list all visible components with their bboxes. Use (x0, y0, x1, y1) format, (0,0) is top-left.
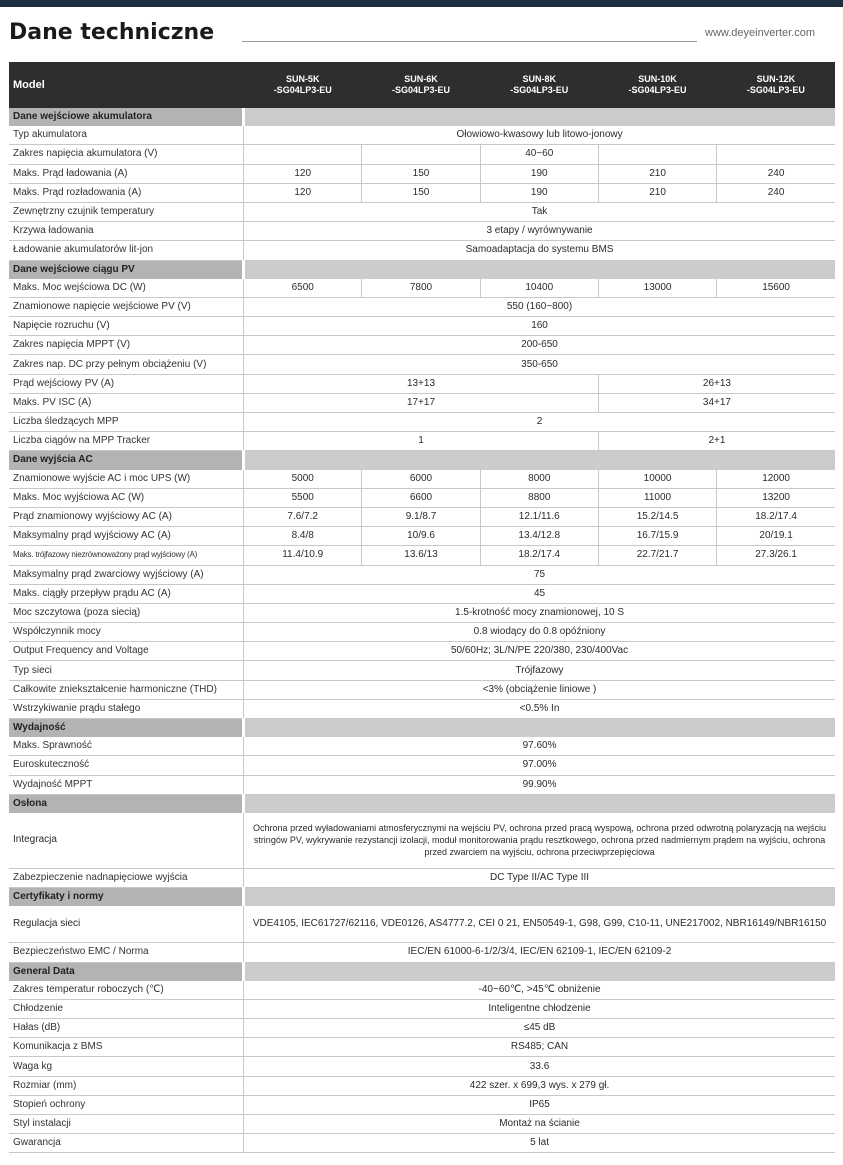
row-value: Ochrona przed wyładowaniami atmosferycznymi na wejściu PV, ochrona przed pracą wyspową, ochrona przed odwrotną polaryzacją na wejściu stringów PV, wykrywanie rezystancji izolacji, moduł monitorowania prądu resztkowego, ochrona przed nadmiernym prądem na wyjściu, ochrona przed zwarciem na wyjściu, ochrona przeciwprzepięciowa (244, 813, 835, 869)
section-battery (9, 108, 835, 126)
row-label: Ładowanie akumulatorów lit-jon (9, 241, 244, 260)
row-value: DC Type II/AC Type III (244, 868, 835, 887)
cell-value: 7.6/7.2 (244, 507, 362, 526)
cell-value: 12.1/11.6 (480, 507, 598, 526)
table-row (9, 279, 835, 298)
row-value: <3% (obciążenie liniowe ) (244, 680, 835, 699)
model-name: SUN-8K (522, 74, 557, 84)
table-row (9, 737, 835, 756)
table-row (9, 661, 835, 680)
cell-value: 15600 (717, 279, 835, 298)
section-title: Dane wejściowe ciągu PV (9, 260, 244, 279)
model-name: SUN-6K (404, 74, 438, 84)
cell-value: 7800 (362, 279, 480, 298)
cell-value: 18.2/17.4 (717, 507, 835, 526)
table-header (9, 62, 835, 108)
row-label: Współczynnik mocy (9, 623, 244, 642)
table-row (9, 699, 835, 718)
cell-value: 5500 (244, 488, 362, 507)
row-label: Waga kg (9, 1057, 244, 1076)
section-efficiency (9, 719, 835, 738)
cell-value: 15.2/14.5 (598, 507, 716, 526)
cell-value: 12000 (717, 470, 835, 489)
row-value: 422 szer. x 699,3 wys. x 279 gł. (244, 1076, 835, 1095)
model-name: SUN-5K (285, 74, 320, 84)
table-row (9, 432, 835, 451)
row-label: Komunikacja z BMS (9, 1038, 244, 1057)
row-label: Bezpieczeństwo EMC / Norma (9, 943, 244, 962)
cell-value: 16.7/15.9 (598, 527, 716, 546)
table-row (9, 1134, 835, 1153)
row-value: 2 (244, 413, 835, 432)
cell-value: 11.4/10.9 (244, 546, 362, 565)
row-value: RS485; CAN (244, 1038, 835, 1057)
section-title: Certyfikaty i normy (9, 888, 244, 907)
table-row (9, 183, 835, 202)
section-title: Dane wyjścia AC (9, 451, 244, 470)
row-label: Gwarancja (9, 1134, 244, 1153)
cell-value: 150 (362, 164, 480, 183)
row-label: Hałas (dB) (9, 1019, 244, 1038)
row-value: 45 (244, 584, 835, 603)
row-value: -40~60℃, >45℃ obniżenie (244, 981, 835, 1000)
row-value: 97.00% (244, 756, 835, 775)
cell-value: 10000 (598, 470, 716, 489)
table-row (9, 1076, 835, 1095)
cell-value: 5000 (244, 470, 362, 489)
table-row (9, 756, 835, 775)
row-label: Maks. Moc wejściowa DC (W) (9, 279, 244, 298)
row-value: Montaż na ścianie (244, 1115, 835, 1134)
row-value: 75 (244, 565, 835, 584)
row-label: Maks. Sprawność (9, 737, 244, 756)
table-row (9, 868, 835, 887)
row-label: Zakres napięcia akumulatora (V) (9, 145, 244, 164)
model-col-3 (480, 62, 598, 108)
table-row (9, 680, 835, 699)
row-value: 99.90% (244, 775, 835, 794)
table-row (9, 1115, 835, 1134)
model-col-2 (362, 62, 480, 108)
row-label: Maks. Prąd rozładowania (A) (9, 183, 244, 202)
cell-value: 9.1/8.7 (362, 507, 480, 526)
cell-value: 6000 (362, 470, 480, 489)
cell-value: 10/9.6 (362, 527, 480, 546)
table-row (9, 393, 835, 412)
title-divider (242, 41, 697, 42)
table-row (9, 1038, 835, 1057)
row-value: 200-650 (244, 336, 835, 355)
row-value: ≤45 dB (244, 1019, 835, 1038)
cell-value: 150 (362, 183, 480, 202)
row-value: 350-650 (244, 355, 835, 374)
row-label: Integracja (9, 813, 244, 869)
row-label: Znamionowe wyjście AC i moc UPS (W) (9, 470, 244, 489)
top-bar (0, 0, 843, 7)
table-row (9, 297, 835, 316)
row-label: Maks. Prąd ładowania (A) (9, 164, 244, 183)
table-row (9, 374, 835, 393)
model-suffix: -SG04LP3-EU (391, 85, 450, 95)
cell-value: 13.6/13 (362, 546, 480, 565)
table-row (9, 999, 835, 1018)
cell-value: 8000 (480, 470, 598, 489)
table-row (9, 145, 835, 164)
row-label: Zakres temperatur roboczych (℃) (9, 981, 244, 1000)
section-general (9, 962, 835, 981)
cell-value: 22.7/21.7 (598, 546, 716, 565)
table-row (9, 981, 835, 1000)
section-certs (9, 888, 835, 907)
spec-table (9, 62, 835, 1153)
table-row (9, 222, 835, 241)
row-value: 50/60Hz; 3L/N/PE 220/380, 230/400Vac (244, 642, 835, 661)
model-suffix: -SG04LP3-EU (746, 85, 805, 95)
row-label: Maks. trójfazowy niezrównoważony prąd wyjściowy (A) (9, 546, 244, 565)
row-label: Styl instalacji (9, 1115, 244, 1134)
cell-value: 20/19.1 (717, 527, 835, 546)
table-row (9, 1057, 835, 1076)
row-label: Moc szczytowa (poza siecią) (9, 603, 244, 622)
row-label: Chłodzenie (9, 999, 244, 1018)
cell-value: 10400 (480, 279, 598, 298)
table-row (9, 603, 835, 622)
row-value: Samoadaptacja do systemu BMS (244, 241, 835, 260)
model-name: SUN-10K (638, 74, 677, 84)
row-value-group-b: 34+17 (598, 393, 835, 412)
row-label: Maksymalny prąd wyjściowy AC (A) (9, 527, 244, 546)
section-title: Dane wejściowe akumulatora (9, 108, 244, 126)
row-label: Output Frequency and Voltage (9, 642, 244, 661)
row-label: Zabezpieczenie nadnapięciowe wyjścia (9, 868, 244, 887)
cell-value: 8800 (480, 488, 598, 507)
row-value: 97.60% (244, 737, 835, 756)
section-title: Wydajność (9, 719, 244, 738)
website-url: www.deyeinverter.com (705, 27, 816, 39)
row-label: Stopień ochrony (9, 1095, 244, 1114)
row-value-group-a: 1 (244, 432, 599, 451)
model-name: SUN-12K (756, 74, 796, 84)
row-label: Zakres napięcia MPPT (V) (9, 336, 244, 355)
page-title: Dane techniczne (9, 20, 215, 45)
cell-value: 8.4/8 (244, 527, 362, 546)
row-value-group-a: 17+17 (244, 393, 599, 412)
table-row (9, 488, 835, 507)
cell-value: 6500 (244, 279, 362, 298)
section-title: General Data (9, 962, 244, 981)
model-suffix: -SG04LP3-EU (510, 85, 569, 95)
table-row (9, 623, 835, 642)
table-row (9, 1019, 835, 1038)
row-value: Inteligentne chłodzenie (244, 999, 835, 1018)
table-row (9, 126, 835, 145)
row-label: Typ akumulatora (9, 126, 244, 145)
row-label: Prąd wejściowy PV (A) (9, 374, 244, 393)
model-suffix: -SG04LP3-EU (628, 85, 687, 95)
table-row (9, 1095, 835, 1114)
table-row (9, 202, 835, 221)
section-pv (9, 260, 835, 279)
row-value: 550 (160~800) (244, 297, 835, 316)
cell-value: 120 (244, 164, 362, 183)
row-value: VDE4105, IEC61727/62116, VDE0126, AS4777.2, CEI 0 21, EN50549-1, G98, G99, C10-11, UNE217002, NBR16149/NBR16150 (244, 906, 835, 943)
section-protection (9, 794, 835, 813)
model-suffix: -SG04LP3-EU (273, 85, 332, 95)
table-row (9, 775, 835, 794)
cell-value: 27.3/26.1 (717, 546, 835, 565)
row-label: Euroskuteczność (9, 756, 244, 775)
row-value: Ołowiowo-kwasowy lub litowo-jonowy (244, 126, 835, 145)
table-row (9, 584, 835, 603)
row-label: Krzywa ładowania (9, 222, 244, 241)
cell-value: 120 (244, 183, 362, 202)
row-value: 160 (244, 317, 835, 336)
row-value: Trójfazowy (244, 661, 835, 680)
cell-value: 210 (598, 164, 716, 183)
table-row (9, 943, 835, 962)
cell-value: 13200 (717, 488, 835, 507)
row-value-group-b: 2+1 (598, 432, 835, 451)
row-label: Maks. ciągły przepływ prądu AC (A) (9, 584, 244, 603)
table-row (9, 507, 835, 526)
row-value: Tak (244, 202, 835, 221)
row-value: <0.5% In (244, 699, 835, 718)
row-label: Maksymalny prąd zwarciowy wyjściowy (A) (9, 565, 244, 584)
model-col-1 (244, 62, 362, 108)
table-row (9, 527, 835, 546)
cell-value: 13000 (598, 279, 716, 298)
row-value: 3 etapy / wyrównywanie (244, 222, 835, 241)
table-row (9, 336, 835, 355)
cell-value: 6600 (362, 488, 480, 507)
table-row (9, 355, 835, 374)
row-value: 5 lat (244, 1134, 835, 1153)
cell-value: 240 (717, 183, 835, 202)
row-label: Prąd znamionowy wyjściowy AC (A) (9, 507, 244, 526)
table-row (9, 642, 835, 661)
row-label: Zewnętrzny czujnik temperatury (9, 202, 244, 221)
row-label: Maks. PV ISC (A) (9, 393, 244, 412)
section-ac (9, 451, 835, 470)
table-row (9, 470, 835, 489)
table-row (9, 546, 835, 565)
section-title: Osłona (9, 794, 244, 813)
row-value-group-a: 13+13 (244, 374, 599, 393)
row-label: Maks. Moc wyjściowa AC (W) (9, 488, 244, 507)
row-label: Zakres nap. DC przy pełnym obciążeniu (V) (9, 355, 244, 374)
table-row (9, 241, 835, 260)
cell-value: 190 (480, 183, 598, 202)
row-value-group-b: 26+13 (598, 374, 835, 393)
row-value: IEC/EN 61000-6-1/2/3/4, IEC/EN 62109-1, IEC/EN 62109-2 (244, 943, 835, 962)
row-value: IP65 (244, 1095, 835, 1114)
row-label: Wydajność MPPT (9, 775, 244, 794)
row-value: 1.5-krotność mocy znamionowej, 10 S (244, 603, 835, 622)
row-value: 0.8 wiodący do 0.8 opóźniony (244, 623, 835, 642)
cell-value: 11000 (598, 488, 716, 507)
row-label: Liczba ciągów na MPP Tracker (9, 432, 244, 451)
model-col-5 (717, 62, 835, 108)
cell-value: 13.4/12.8 (480, 527, 598, 546)
row-label: Znamionowe napięcie wejściowe PV (V) (9, 297, 244, 316)
row-label: Typ sieci (9, 661, 244, 680)
table-row (9, 164, 835, 183)
row-label: Całkowite zniekształcenie harmoniczne (THD) (9, 680, 244, 699)
table-row (9, 317, 835, 336)
model-col-4 (598, 62, 716, 108)
cell-value: 210 (598, 183, 716, 202)
cell-value: 18.2/17.4 (480, 546, 598, 565)
row-label: Wstrzykiwanie prądu stałego (9, 699, 244, 718)
table-row (9, 565, 835, 584)
row-value: 33.6 (244, 1057, 835, 1076)
row-value: 40~60 (480, 145, 598, 164)
cell-value: 190 (480, 164, 598, 183)
table-row (9, 813, 835, 869)
model-label: Model (9, 62, 244, 108)
table-row (9, 906, 835, 943)
row-label: Napięcie rozruchu (V) (9, 317, 244, 336)
cell-value: 240 (717, 164, 835, 183)
table-row (9, 413, 835, 432)
row-label: Liczba śledzących MPP (9, 413, 244, 432)
row-label: Rozmiar (mm) (9, 1076, 244, 1095)
row-label: Regulacja sieci (9, 906, 244, 943)
